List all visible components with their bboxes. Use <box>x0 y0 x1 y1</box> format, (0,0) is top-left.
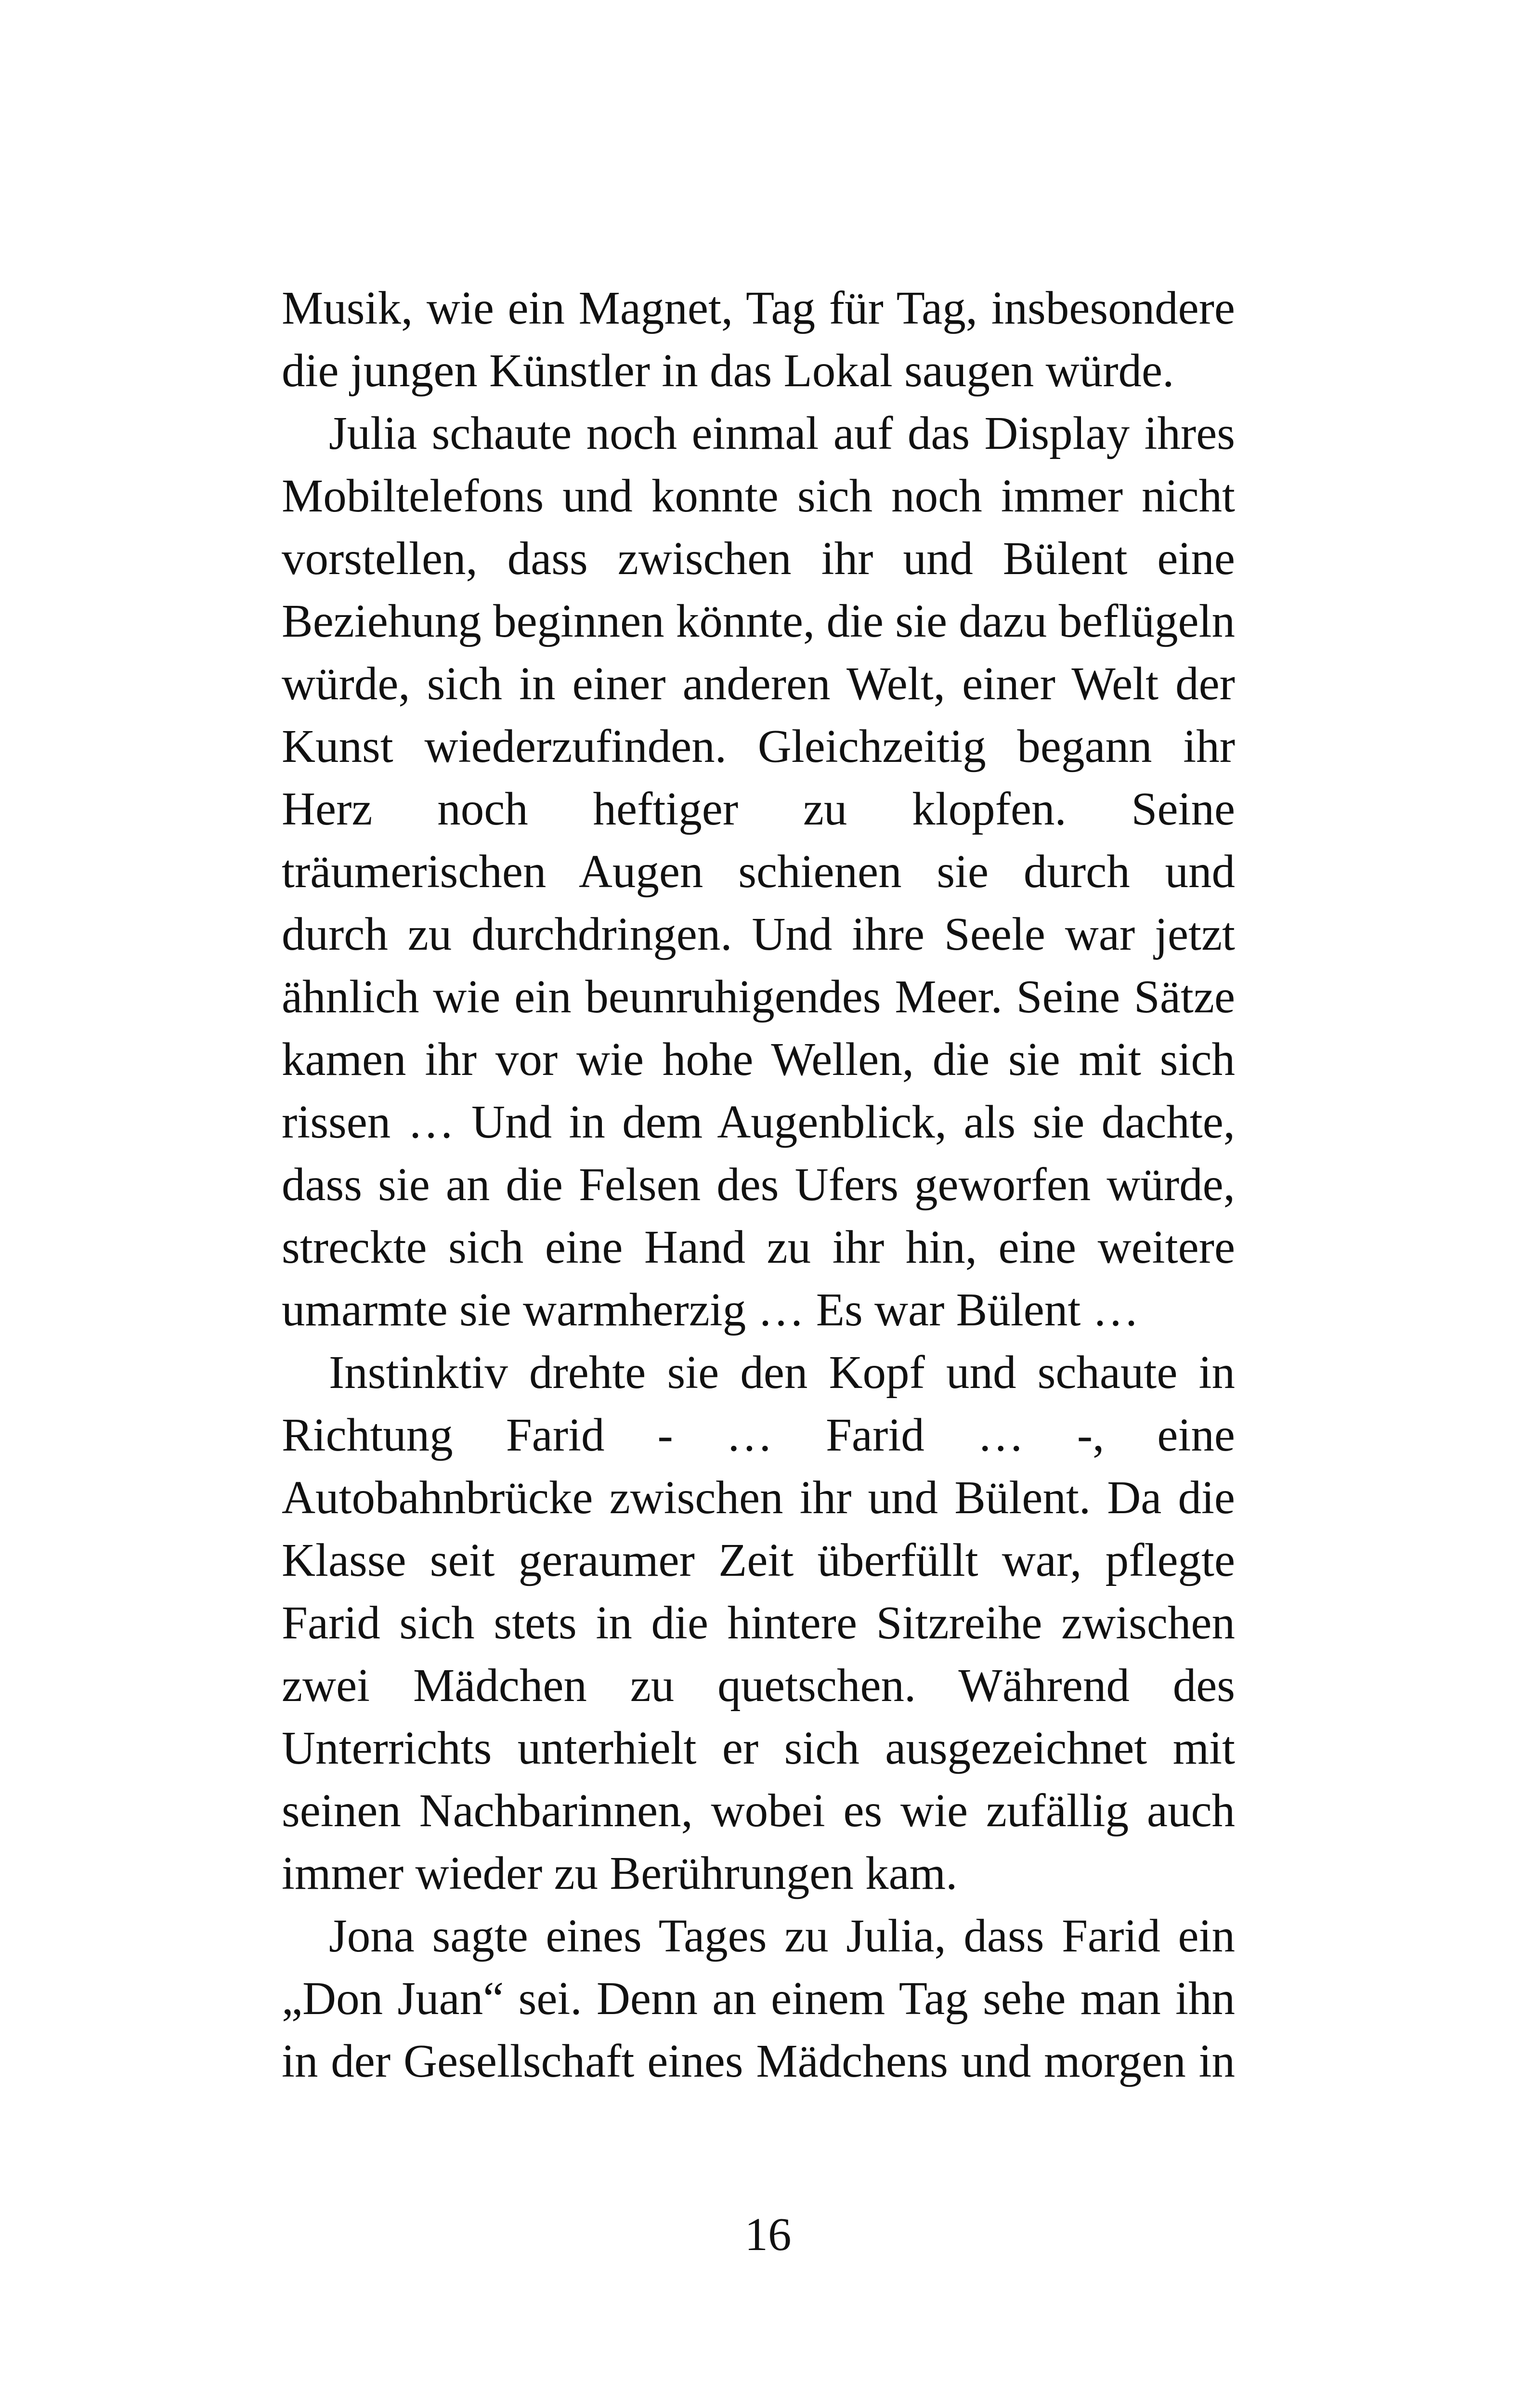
body-text <box>282 277 1235 2093</box>
text-line: streckte sich eine Hand zu ihr hin, eine weitere <box>282 1221 1235 1273</box>
text-line: Farid sich stets in die hintere Sitzreihe zwischen <box>282 1597 1235 1649</box>
page-number: 16 <box>744 2209 792 2260</box>
text-line: ähnlich wie ein beunruhigendes Meer. Seine Sätze <box>282 971 1235 1022</box>
text-line: Kunst wiederzufinden. Gleichzeitig begann ihr <box>282 720 1235 772</box>
text-line: Instinktiv drehte sie den Kopf und schaute in <box>329 1347 1235 1398</box>
text-line: umarmte sie warmherzig … Es war Bülent … <box>282 1284 1139 1335</box>
text-line: würde, sich in einer anderen Welt, einer Welt der <box>282 658 1235 709</box>
text-line: Herz noch heftiger zu klopfen. Seine <box>282 783 1235 835</box>
text-line: „Don Juan“ sei. Denn an einem Tag sehe man ihn <box>282 1973 1235 2024</box>
text-line: kamen ihr vor wie hohe Wellen, die sie mit sich <box>282 1034 1235 1085</box>
text-line: immer wieder zu Berührungen kam. <box>282 1847 958 1899</box>
text-line: die jungen Künstler in das Lokal saugen würde. <box>282 345 1174 396</box>
text-line: in der Gesellschaft eines Mädchens und morgen in <box>282 2035 1235 2087</box>
text-line: dass sie an die Felsen des Ufers geworfen würde, <box>282 1159 1235 1210</box>
text-line: Klasse seit geraumer Zeit überfüllt war, pflegte <box>282 1534 1235 1586</box>
text-line: Unterrichts unterhielt er sich ausgezeichnet mit <box>282 1722 1235 1774</box>
text-line: seinen Nachbarinnen, wobei es wie zufällig auch <box>282 1785 1235 1836</box>
text-line: zwei Mädchen zu quetschen. Während des <box>282 1660 1235 1711</box>
text-line: Beziehung beginnen könnte, die sie dazu beflügeln <box>282 595 1235 647</box>
text-line: rissen … Und in dem Augenblick, als sie dachte, <box>282 1096 1235 1148</box>
text-line: vorstellen, dass zwischen ihr und Bülent eine <box>282 533 1235 584</box>
text-line: durch zu durchdringen. Und ihre Seele war jetzt <box>282 908 1235 960</box>
text-line: Mobiltelefons und konnte sich noch immer nicht <box>282 470 1235 522</box>
text-line: Richtung Farid - … Farid … -, eine <box>282 1409 1235 1461</box>
text-line: Musik, wie ein Magnet, Tag für Tag, insbesondere <box>282 282 1235 334</box>
text-line: Autobahnbrücke zwischen ihr und Bülent. Da die <box>282 1472 1235 1523</box>
text-line: träumerischen Augen schienen sie durch und <box>282 846 1235 897</box>
text-line: Jona sagte eines Tages zu Julia, dass Farid ein <box>329 1910 1235 1962</box>
text-line: Julia schaute noch einmal auf das Display ihres <box>329 407 1235 459</box>
